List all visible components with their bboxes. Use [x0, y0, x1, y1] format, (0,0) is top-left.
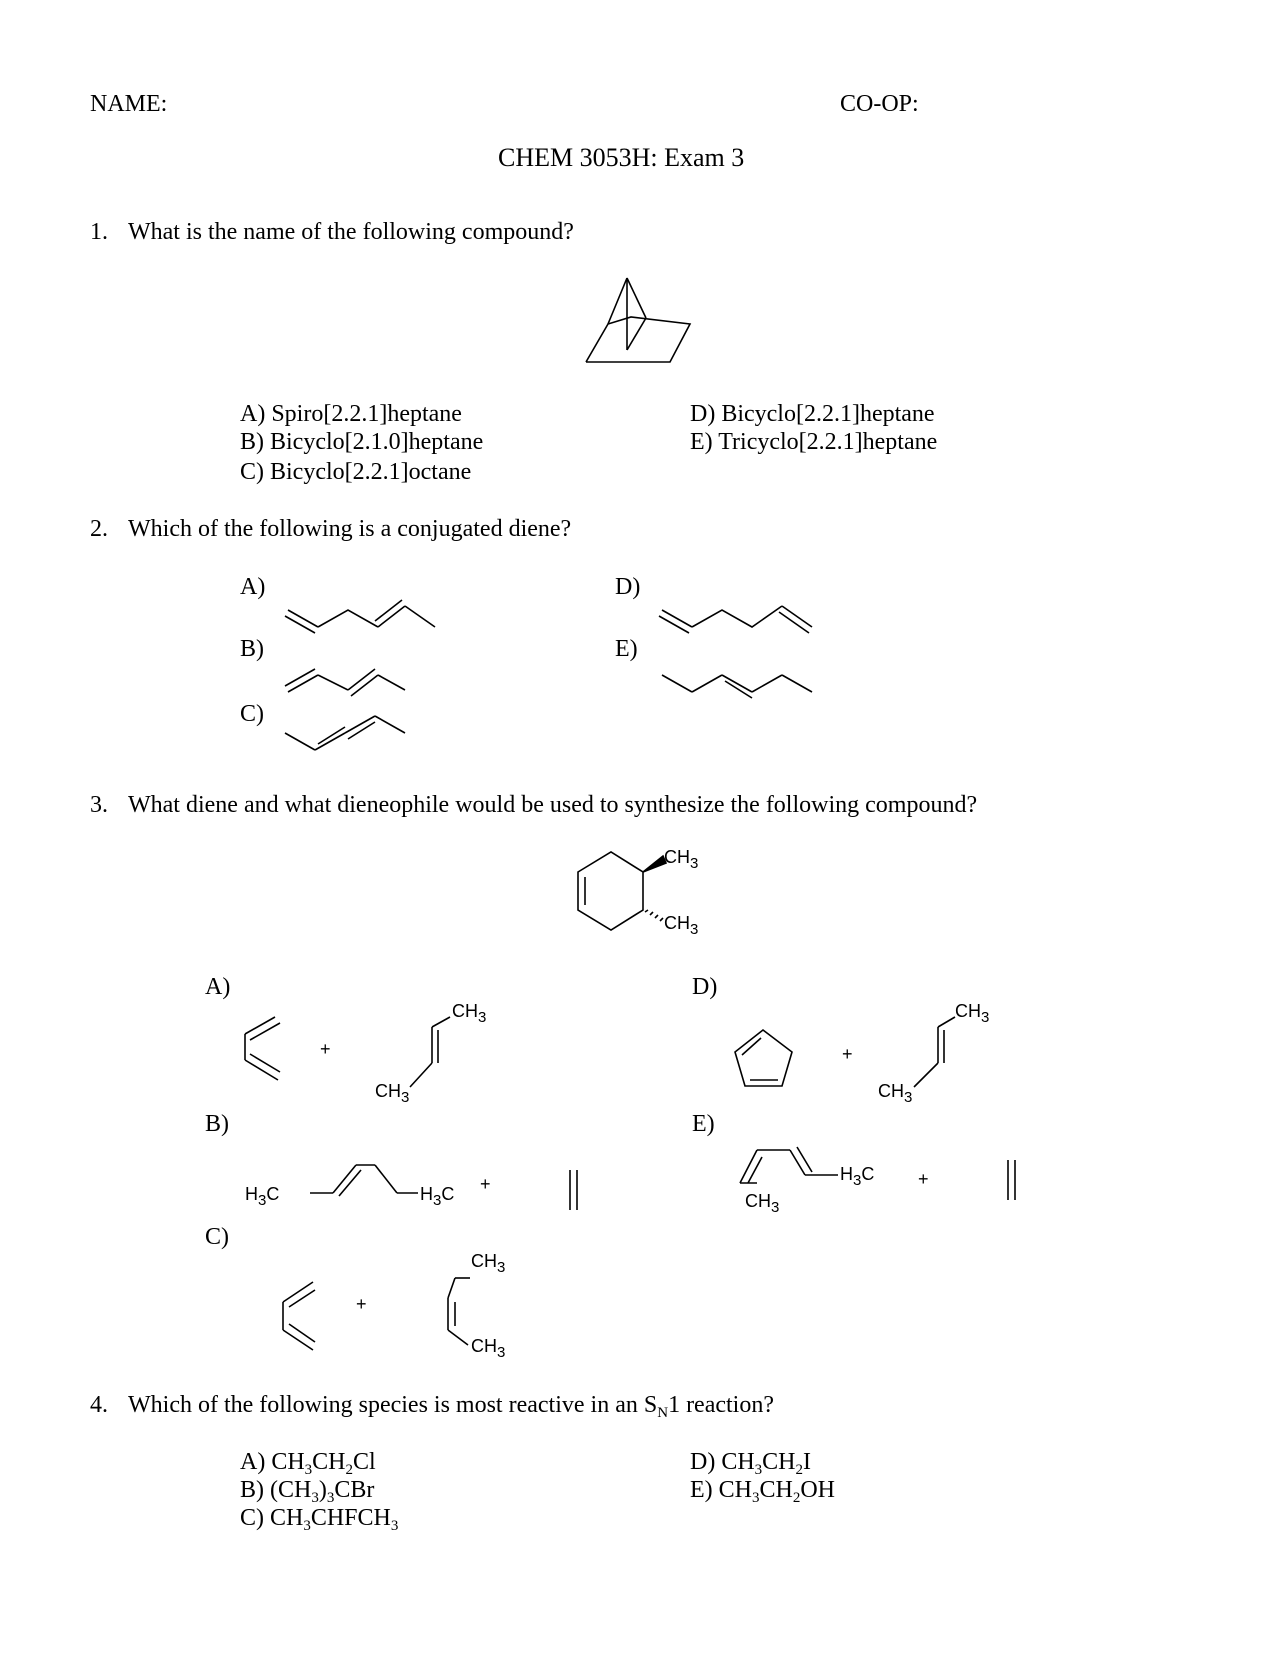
q3d-ch3-top: $CH_3$ [955, 1001, 990, 1026]
q3-text: What diene and what dieneophile would be used to synthesize the following compound? [128, 792, 978, 818]
q3c-ch3-bottom: $CH_3$ [471, 1336, 506, 1361]
q4-text: Which of the following species is most reactive in an $S_N1$ reaction? [128, 1392, 774, 1421]
q3a-plus: + [320, 1039, 331, 1059]
q4-option-b: B) $(CH_3)_3CBr$ [240, 1477, 375, 1506]
q4-option-c: C) $CH_3CHFCH_3$ [240, 1505, 399, 1534]
q3a-ch3-top: $CH_3$ [452, 1001, 487, 1026]
q3-number: 3. [90, 792, 108, 818]
q3e-plus: + [918, 1169, 929, 1189]
q3-label-d: D) [692, 974, 718, 1000]
q3-target-ch3-bottom: $CH_3$ [664, 913, 699, 938]
q3e-ch3: $CH_3$ [745, 1191, 780, 1216]
q1-number: 1. [90, 219, 108, 245]
q3d-plus: + [842, 1044, 853, 1064]
q3b-plus: + [480, 1174, 491, 1194]
q3-label-a: A) [205, 974, 231, 1000]
q3c-ch3-top: $CH_3$ [471, 1251, 506, 1276]
coop-label: CO-OP: [840, 91, 919, 117]
q1-option-d: D) Bicyclo[2.2.1]heptane [690, 401, 935, 427]
q2-number: 2. [90, 516, 108, 542]
q3b-h3c-right: $H_3C$ [420, 1184, 455, 1209]
q3-label-b: B) [205, 1111, 229, 1137]
q3b-h3c-left: $H_3C$ [245, 1184, 280, 1209]
q3-label-e: E) [692, 1111, 715, 1137]
q1-option-c: C) Bicyclo[2.2.1]octane [240, 459, 472, 485]
q2-label-c: C) [240, 701, 264, 727]
q3a-ch3-bottom: $CH_3$ [375, 1081, 410, 1106]
q1-option-e: E) Tricyclo[2.2.1]heptane [690, 429, 938, 455]
q1-option-b: B) Bicyclo[2.1.0]heptane [240, 429, 484, 455]
page-title: CHEM 3053H: Exam 3 [498, 143, 745, 172]
q2-label-e: E) [615, 636, 638, 662]
q2-label-d: D) [615, 574, 641, 600]
q1-text: What is the name of the following compound? [128, 219, 574, 245]
q4-option-d: D) $CH_3CH_2I$ [690, 1449, 812, 1478]
q3-target-ch3-top: $CH_3$ [664, 847, 699, 872]
q2-label-b: B) [240, 636, 264, 662]
q4-option-a: A) $CH_3CH_2Cl$ [240, 1449, 376, 1478]
q3d-ch3-bottom: $CH_3$ [878, 1081, 913, 1106]
q4-option-e: E) $CH_3CH_2OH$ [690, 1477, 836, 1506]
q3-label-c: C) [205, 1224, 229, 1250]
q2-label-a: A) [240, 574, 266, 600]
q4-number: 4. [90, 1392, 108, 1418]
q3e-h3c: $H_3C$ [840, 1164, 875, 1189]
q2-text: Which of the following is a conjugated diene? [128, 516, 572, 542]
q3c-plus: + [356, 1294, 367, 1314]
name-label: NAME: [90, 91, 168, 117]
q1-option-a: A) Spiro[2.2.1]heptane [240, 401, 462, 427]
